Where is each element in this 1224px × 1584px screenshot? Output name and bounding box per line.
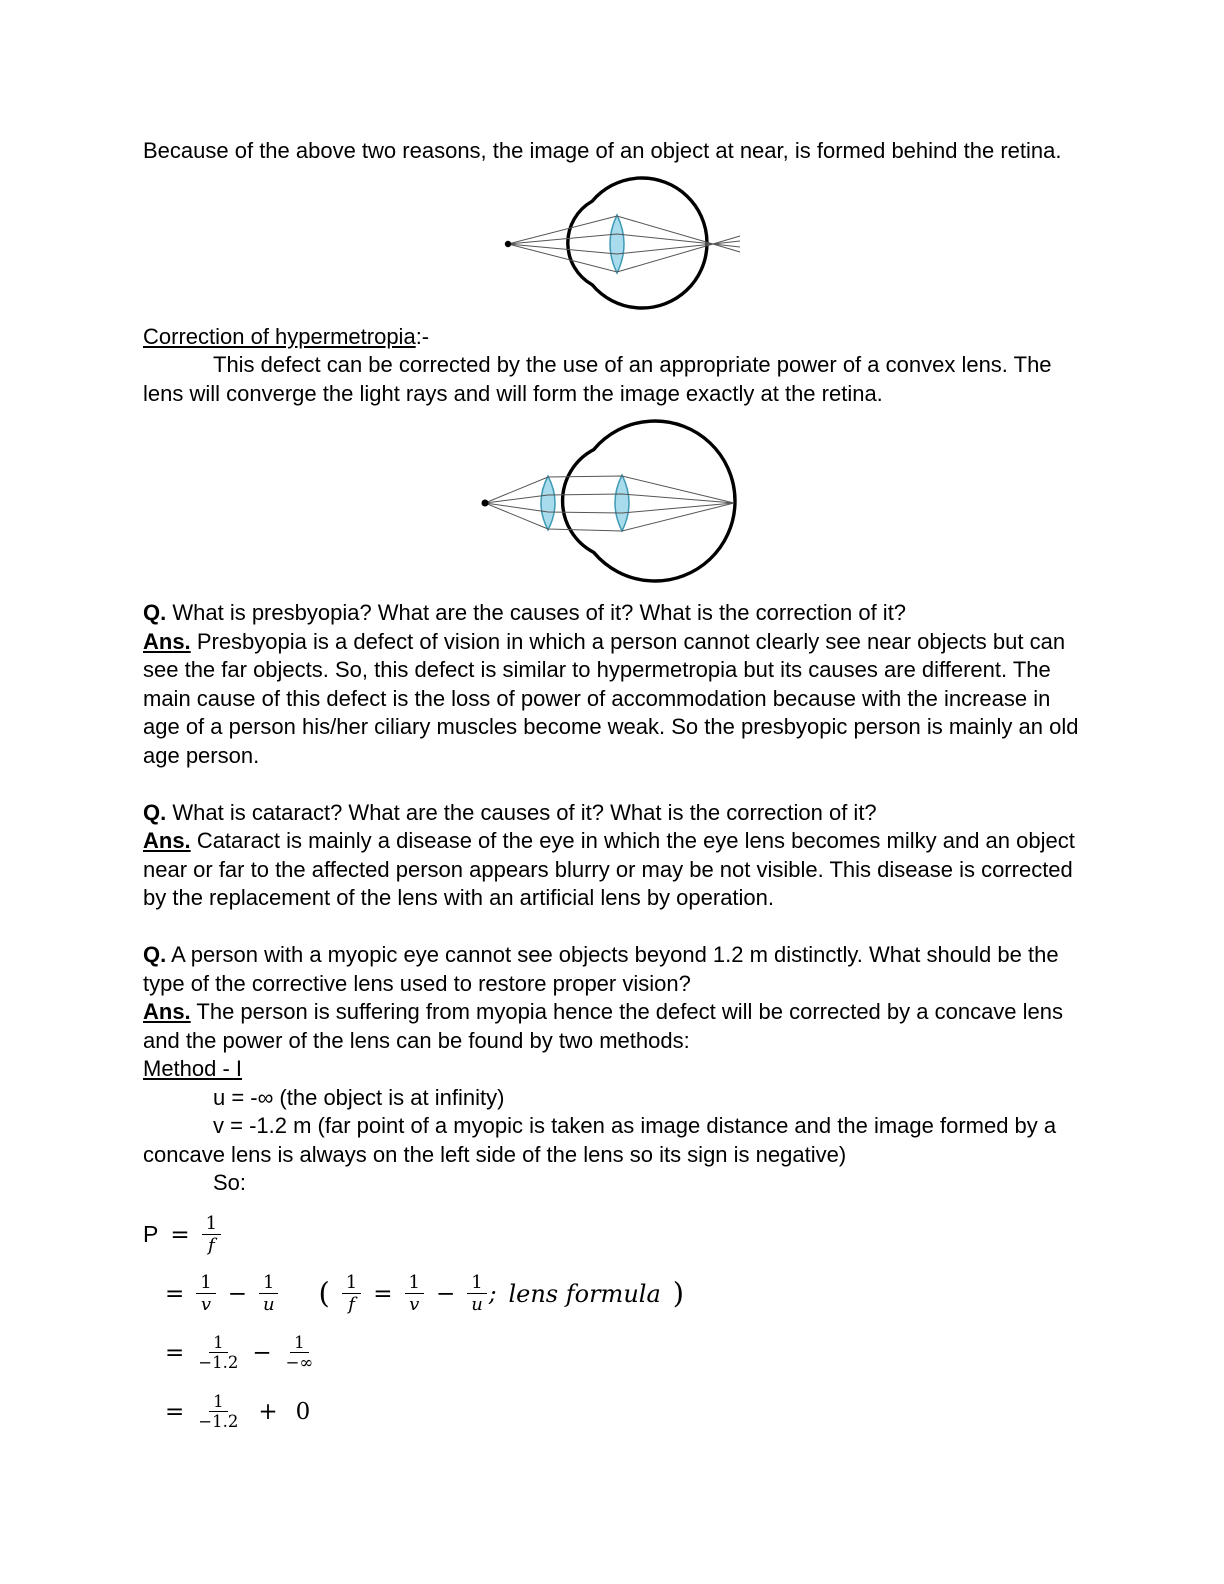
fraction-1-over-v: $\frac{1}{v}$ xyxy=(405,1272,424,1315)
spacer xyxy=(143,913,1081,942)
equation-line-4 xyxy=(143,1390,1081,1434)
minus-sign: − xyxy=(227,1280,248,1307)
power-calculation xyxy=(143,1213,1081,1434)
minus-sign: − xyxy=(435,1280,456,1307)
correction-heading: Correction of hypermetropia xyxy=(143,323,416,349)
fraction-1-over-f: $\frac{1}{f}$ xyxy=(202,1213,221,1256)
v-value-line: v = -1.2 m (far point of a myopic is taken as image distance and the image formed by a concave lens is always on the left side of the lens so its sign is negative) xyxy=(143,1113,1057,1167)
object-point xyxy=(482,500,489,507)
equation-line-2 xyxy=(143,1272,1081,1316)
correction-heading-suffix: :- xyxy=(415,323,430,349)
fraction-1-over-neg-infinity: $\frac{1}{-\infty}$ xyxy=(285,1332,314,1372)
equals-sign: = xyxy=(373,1280,393,1307)
question-presbyopia: Q. What is presbyopia? What are the causes of it? What is the correction of it? xyxy=(143,600,907,625)
fraction-1-over-neg1.2: $\frac{1}{-1.2}$ xyxy=(198,1391,239,1431)
correction-eye-svg xyxy=(470,416,770,588)
method-heading-line xyxy=(143,1055,1081,1084)
fraction-1-over-f: $\frac{1}{f}$ xyxy=(342,1272,361,1315)
equals-sign: = xyxy=(165,1398,185,1425)
answer-presbyopia: Ans. Presbyopia is a defect of vision in which a person cannot clearly see near objects but can see the far objects. So, this defect is similar to hypermetropia but its causes are different. The main cause of this defect is the loss of power of accommodation because with the increase in age of a person his/her ciliary muscles become weak. So the presbyopic person is mainly an old age person. xyxy=(143,628,1079,768)
spacer xyxy=(143,770,1081,799)
correction-eye-diagram xyxy=(470,416,1081,593)
corrective-convex-lens xyxy=(541,476,555,530)
minus-sign: − xyxy=(252,1339,272,1366)
correction-paragraph: This defect can be corrected by the use of an appropriate power of a convex lens. The lens will converge the light rays and will form the image exactly at the retina. xyxy=(143,352,1052,406)
intro-paragraph xyxy=(143,137,1081,166)
object-point xyxy=(505,240,511,246)
zero-value: 0 xyxy=(295,1398,311,1425)
plus-sign: + xyxy=(258,1398,278,1425)
answer-myopia: Ans. The person is suffering from myopia hence the defect will be corrected by a concave lens and the power of the lens can be found by two methods: xyxy=(143,999,1064,1053)
question-myopia: Q. A person with a myopic eye cannot see objects beyond 1.2 m distinctly. What should be the type of the corrective lens used to restore proper vision? xyxy=(143,942,1059,996)
equals-sign: = xyxy=(170,1221,190,1248)
intro-text: Because of the above two reasons, the image of an object at near, is formed behind the retina. xyxy=(143,138,1062,163)
fraction-1-over-neg1.2: $\frac{1}{-1.2}$ xyxy=(198,1332,239,1372)
ans-label: Ans. xyxy=(143,828,191,853)
u-value-line: u = -∞ (the object is at infinity) xyxy=(213,1084,505,1110)
open-paren: ( xyxy=(318,1276,330,1310)
question-cataract: Q. What is cataract? What are the causes of it? What is the correction of it? xyxy=(143,799,877,825)
q-label: Q. xyxy=(143,942,167,967)
hypermetropia-eye-diagram xyxy=(500,170,1081,321)
so-line: So: xyxy=(213,1170,247,1195)
hypermetropia-eye-svg xyxy=(500,170,800,316)
answer-cataract: Ans. Cataract is mainly a disease of the eye in which the eye lens becomes milky and an object near or far to the affected person appears blurry or may be not visible. This disease is corrected by the replacement of the lens with an artificial lens by operation. xyxy=(143,828,1075,910)
equation-line-3 xyxy=(143,1331,1081,1375)
equals-sign: = xyxy=(165,1280,185,1307)
q-label: Q. xyxy=(143,600,167,625)
semicolon: ; xyxy=(488,1280,497,1307)
eye-outline xyxy=(568,178,707,308)
q-label: Q. xyxy=(143,799,167,825)
equals-sign: = xyxy=(165,1339,185,1366)
equation-line-1 xyxy=(143,1213,1081,1257)
ans-label: Ans. xyxy=(143,999,191,1024)
fraction-1-over-v: $\frac{1}{v}$ xyxy=(196,1272,215,1315)
fraction-1-over-u: $\frac{1}{u}$ xyxy=(467,1272,486,1315)
power-symbol: P xyxy=(143,1221,159,1247)
ans-label: Ans. xyxy=(143,628,191,654)
method-heading: Method - I xyxy=(143,1056,243,1081)
lens-formula-note: lens formula xyxy=(508,1279,661,1308)
correction-heading-line xyxy=(143,323,1081,352)
fraction-1-over-u: $\frac{1}{u}$ xyxy=(259,1272,278,1315)
close-paren: ) xyxy=(672,1276,685,1310)
